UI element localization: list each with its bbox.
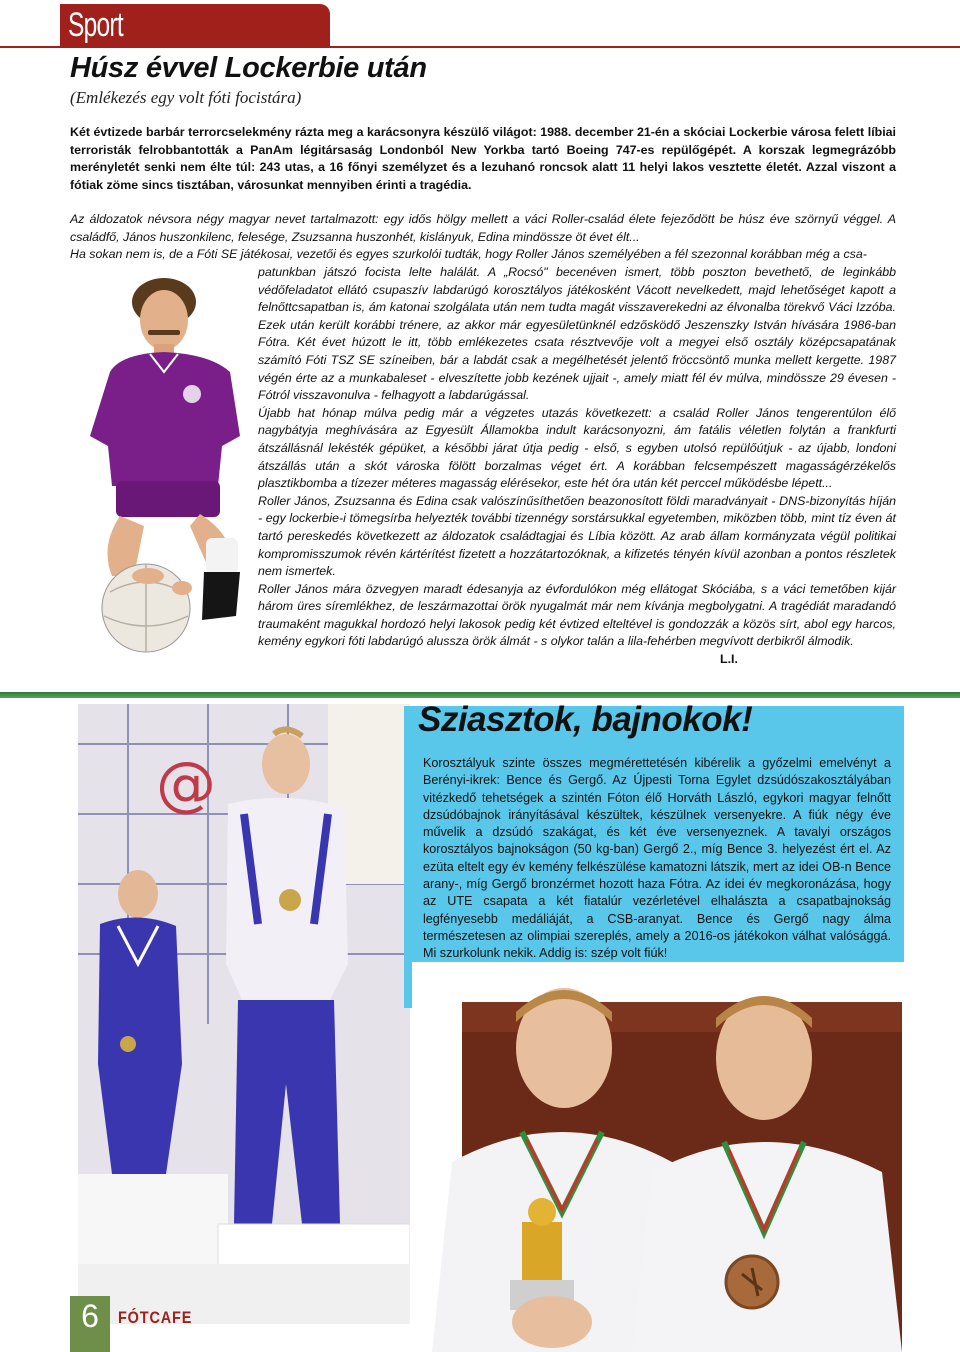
judo-text: Korosztályuk szinte összes megmérettetésén kibérelik a győzelmi emelvényt a Berényi-ikrek: Bence és Gergő. Az Újpesti Torna Egylet dzsúdószakosztályában vitézkedő tehetségek a szintén Fóton élő Horváth László, egykori magyar felnőtt dzsúdóbajnok irányításával készültek, készülnek versenyekre. A fiúk négy éve művelik a dzsúdó szakágat, és két éve versenyeznek. A tavalyi országos korosztályos bajnokságon (50 kg-ban) Gergő 2., míg Bence 3. helyezést ért el. Az ezüta eltelt egy év kemény felkészülése kamatozni látszik, mert az idei OB-n Bence arany-, míg Gergő bronzérmet hozott haza Fótra. Az idei év megkoronázása, hogy az UTE csapata a két fiatalúr vezérletével elhalászta a csapatbajnokság legfényesebb medáliáját, a CSB-aranyat. Bence és Gergő nagy álma természetesen az olimpiai szereplés, amely a 2016-os játékokon válhat valósággá. Mi szurkolunk nekik. Addig is: szép volt fiúk! xyxy=(423,756,891,961)
article-paragraph: Ha sokan nem is, de a Fóti SE játékosai, vezetői és egyes szurkolói tudták, hogy Roller János személyében a fél szezonnal korábban még a csa- xyxy=(70,247,867,261)
article-paragraph: Az áldozatok névsora négy magyar nevet tartalmazott: egy idős hölgy mellett a váci Roller-család élete fejeződött be húsz éve szörnyű véggel. A családfő, János huszonkilenc, felesége, Zsuzsanna huszonhét, kislányuk, Edina mindössze öt évet élt... xyxy=(70,212,896,244)
judo-podium-photo xyxy=(78,704,410,1324)
svg-text:@: @ xyxy=(156,749,216,819)
header-rule-left xyxy=(0,46,60,48)
article-signature: L.I. xyxy=(720,652,738,666)
judo-title: Sziasztok, bajnokok! xyxy=(418,700,753,739)
article-paragraph: patunkban játszó focista lelte halálát. A „Rocsó" becenéven ismert, több poszton bevethető, de leginkább védőfeladatot ellátó csupaszív labdarúgó korosztályos játékosként Vácott nevelkedett, majd lehetőséget kapott a felnőttcsapatban is, ám katonai szolgálata után nem tudta magát visszaverekedni az élvonalba törekvő Váci Izzóba. Ezek után került korábbi trénere, az akkor már egyesületünknél edzősködő Jeszenszky István hívására 1986-ban Fótra. Két évet húzott le itt, több emlékezetes csata résztvevője volt a megyei első osztály középcsapatának számító Fóti TSZ SE színeiben, bár a labdát csak a megélhetését jelentő fröccsöntő munka mellett kergette. 1987 végén érte az a munkabaleset - elveszítette jobb kezének ujjait -, amely miatt fél év múlva, mindössze 29 évesen - Fótról visszavonulva - felhagyott a labdarúgással. xyxy=(258,265,896,403)
section-label: Sport xyxy=(68,6,123,44)
twins-photo xyxy=(412,962,904,1352)
footballer-photo xyxy=(90,276,254,656)
article-paragraph: Roller János, Zsuzsanna és Edina csak valószínűsíthetően beazonosított földi maradványait - DNS-bizonyítás híján - egy lockerbie-i tömegsírba helyezték további tizennégy sorstársukkal egyetemben, miközben több, mint tíz éven át tartó pereskedés következett az áldozatok családtagjai és Líbia között. Az arab állam kormányzata végül politikai kompromisszumok révén kártérítést fizetett a hozzátartozóknak, a kifizetés tényén kívül azonban a pontos részletek nem ismertek. xyxy=(258,493,896,579)
page-number: 6 xyxy=(81,1298,99,1334)
article-subtitle: (Emlékezés egy volt fóti focistára) xyxy=(70,88,302,107)
article-paragraph: Újabb hat hónap múlva pedig már a végzetes utazás következett: a család Roller János tengerentúlon élő nagybátyja meghívására az Egyesült Államokba indult karácsonyozni, ám fatális véletlen folytán a frankfurti átszállásnál lekésték gépüket, a későbbi járat útja pedig - első, s egyben utolsó repülőútjuk - az újabb, londoni átszállás után a skót városka fölött borzalmas véget ért. A korábban felcsempészett magasságérzékelős plasztikbomba a tízezer méteres magasság elérésekor, este hét óra után két perccel működésbe lépett... xyxy=(258,405,896,491)
article-column xyxy=(258,264,896,651)
header-rule xyxy=(330,46,960,48)
section-divider xyxy=(0,692,960,698)
magazine-brand: FÓTCAFE xyxy=(118,1308,193,1327)
article-paragraph: Roller János mára özvegyen maradt édesanyja az évfordulókon még ellátogat Skóciába, s a váci temetőben kijár három üres síremlékhez, de leszármazottai örök nyugalmát már nem kívánja megbolygatni. A tragédiát maradandó traumaként magukkal hordozó helyi lakosok pedig két évtized elteltével is gondozzák a közös sírt, abol egy harcos, kemény egykori fóti labdarúgó alussza örök álmát - s olykor talán a lila-fehérben megvívott derbikről álmodik. xyxy=(258,581,896,649)
article-lead: Két évtizede barbár terrorcselekmény rázta meg a karácsonyra készülő világot: 1988. december 21-én a skóciai Lockerbie városa felett líbiai terroristák felrobbantották a PanAm légitársaság Londonból New Yorkba tartó Boeing 747-es repülőgépét. A korszak legmegrázóbb merényletét senki nem élte túl: 243 utas, a 16 főnyi személyzet és a lezuhanó roncsok alatt 11 helyi lakos vesztette életét. Azzal viszont a fótiak zöme sincs tisztában, városunkat mennyiben érinti a tragédia. xyxy=(70,125,896,192)
article-title: Húsz évvel Lockerbie után xyxy=(70,52,427,84)
